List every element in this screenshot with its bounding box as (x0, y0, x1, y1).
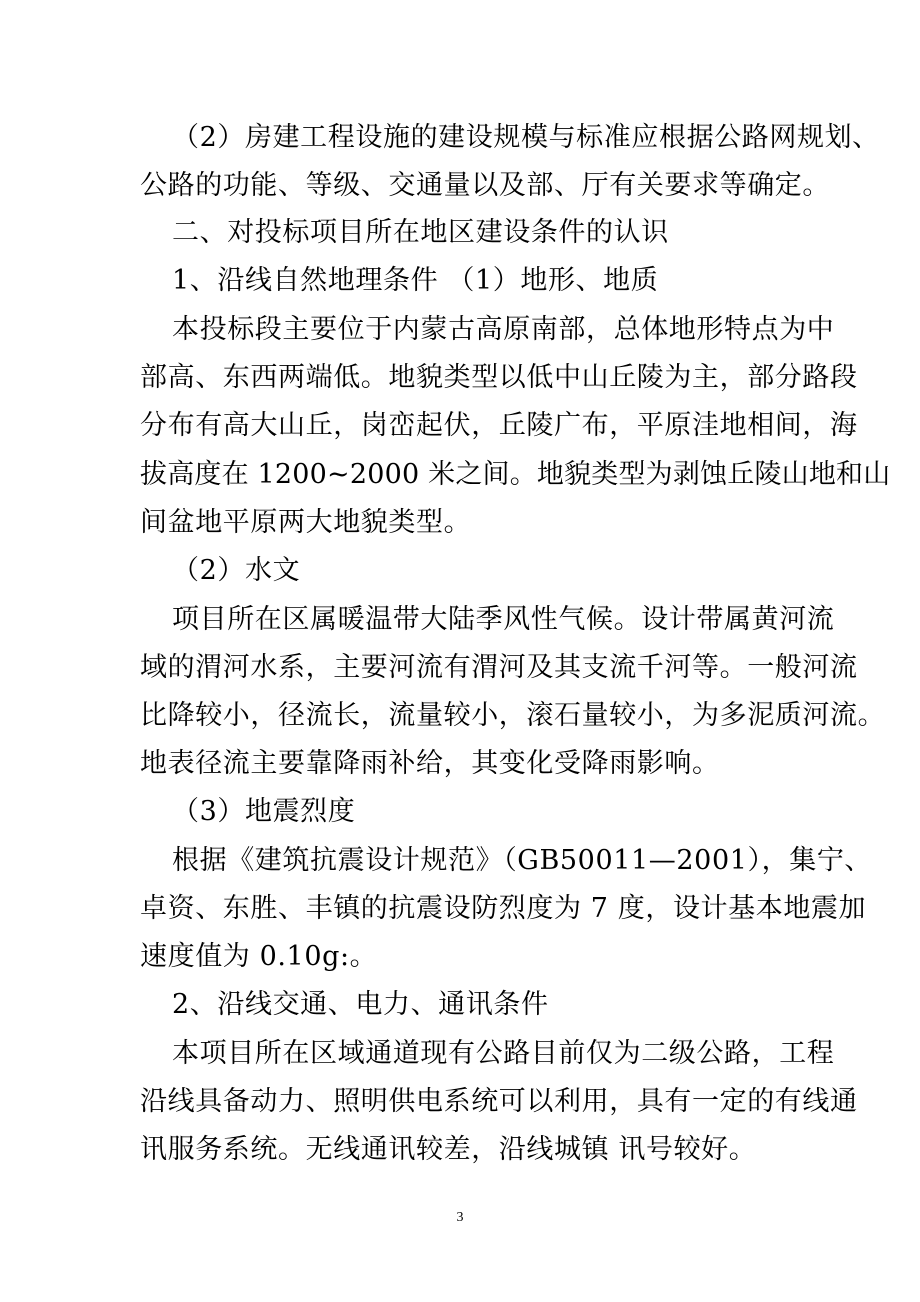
text-line: 公路的功能、等级、交通量以及部、厅有关要求等确定。 (140, 170, 830, 201)
subsection-heading: （2）水文 (172, 555, 301, 586)
text-line: 卓资、东胜、丰镇的抗震设防烈度为 7 度，设计基本地震加 (140, 893, 867, 924)
text-line: 拔高度在 1200~2000 米之间。地貌类型为剥蚀丘陵山地和山 (140, 459, 891, 490)
text-line: 讯服务系统。无线通讯较差，沿线城镇 讯号较好。 (140, 1134, 757, 1165)
text-line: （2）房建工程设施的建设规模与标准应根据公路网规划、 (172, 122, 880, 153)
subsection-heading: （3）地震烈度 (172, 796, 356, 827)
text-line: 根据《建筑抗震设计规范》（GB50011—2001），集宁、 (172, 845, 873, 876)
text-line: 地表径流主要靠降雨补给，其变化受降雨影响。 (140, 748, 720, 779)
text-line: 部高、东西两端低。地貌类型以低中山丘陵为主，部分路段 (140, 362, 858, 393)
text-line: 项目所在区属暖温带大陆季风性气候。设计带属黄河流 (172, 604, 835, 635)
text-line: 速度值为 0.10g:。 (140, 941, 378, 972)
text-line: 本投标段主要位于内蒙古高原南部，总体地形特点为中 (172, 314, 835, 345)
subsection-heading: 2、沿线交通、电力、通讯条件 (172, 989, 549, 1020)
text-line: 间盆地平原两大地貌类型。 (140, 507, 472, 538)
section-heading: 二、对投标项目所在地区建设条件的认识 (172, 217, 669, 248)
text-line: 沿线具备动力、照明供电系统可以利用，具有一定的有线通 (140, 1086, 858, 1117)
text-line: 本项目所在区域通道现有公路目前仅为二级公路，工程 (172, 1038, 835, 1069)
text-line: 域的渭河水系，主要河流有渭河及其支流千河等。一般河流 (140, 652, 858, 683)
page-number: 3 (456, 1210, 464, 1225)
text-line: 分布有高大山丘，岗峦起伏，丘陵广布，平原洼地相间，海 (140, 410, 858, 441)
subsection-heading: 1、沿线自然地理条件 （1）地形、地质 (172, 265, 659, 296)
text-line: 比降较小，径流长，流量较小，滚石量较小，为多泥质河流。 (140, 700, 886, 731)
